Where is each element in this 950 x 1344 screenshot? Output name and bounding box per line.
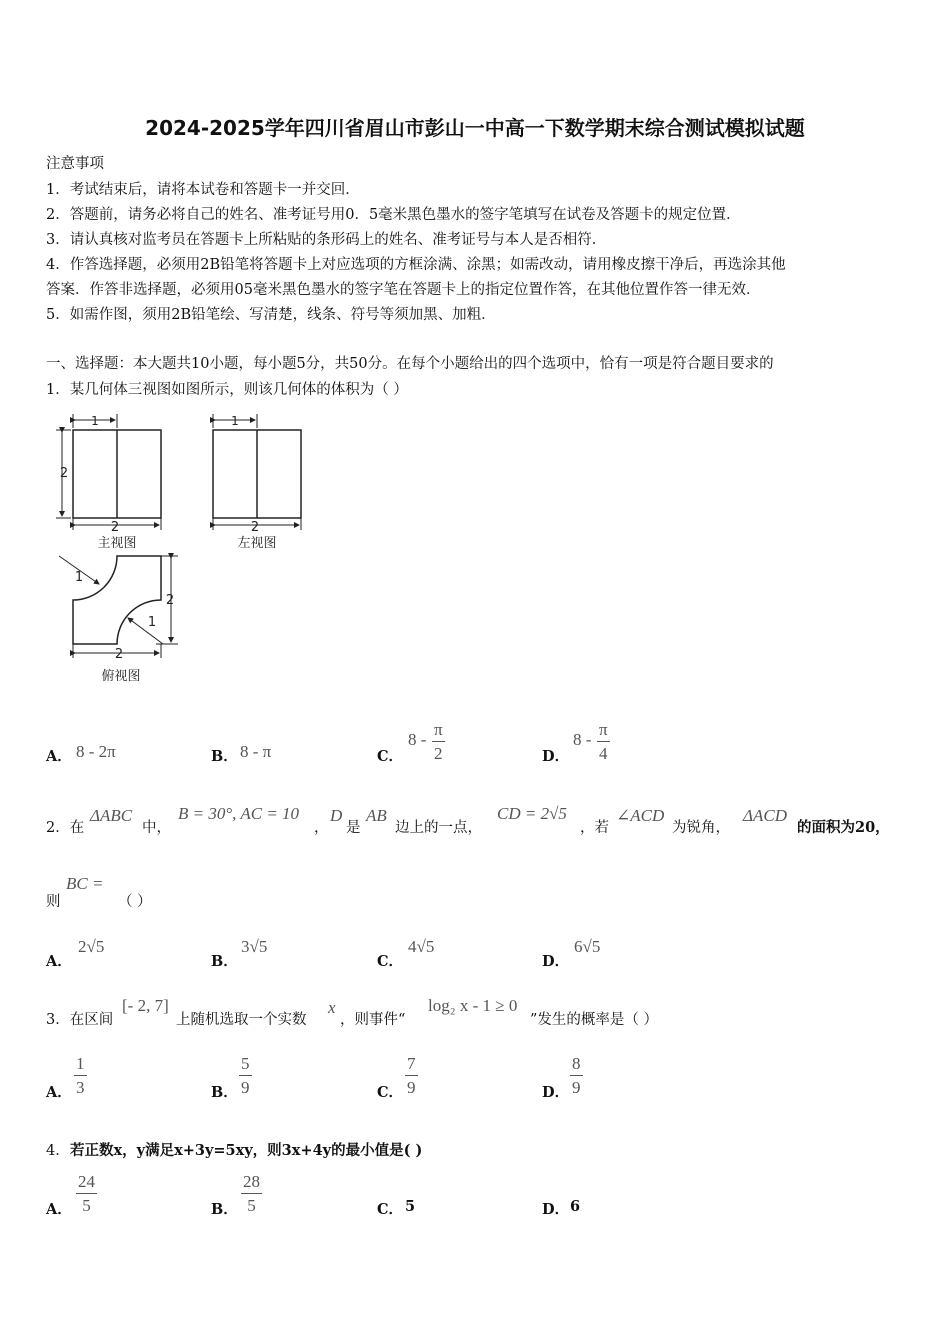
q4-stem: 若正数x，y满足x+3y=5xy，则3x+4y的最小值是( ) — [70, 1142, 423, 1159]
three-view-figure — [46, 404, 346, 694]
front-view-label: 主视图 — [97, 536, 137, 551]
q1-option-c-letter: C． — [377, 748, 404, 765]
q2-triangle-acd: ΔACD — [743, 806, 787, 825]
q2-option-c-letter: C． — [377, 953, 404, 970]
q2-option-d-letter: D． — [542, 953, 570, 970]
q1-option-b-letter: B． — [211, 748, 238, 765]
top-view-label: 俯视图 — [101, 669, 141, 684]
q2-cd: CD = 2√5 — [497, 804, 567, 823]
q1-option-a-text: 8 - 2π — [76, 742, 116, 761]
q1-option-d-letter: D． — [542, 748, 570, 765]
q3-event: log₂ x - 1 ≥ 0 — [428, 996, 518, 1015]
q2-option-b-letter: B． — [211, 953, 238, 970]
q2-angle: ∠ACD — [616, 806, 665, 825]
q2-text: 中， — [142, 820, 171, 836]
q2-option-a-letter: A． — [46, 953, 72, 970]
q3-option-c-letter: C． — [377, 1084, 404, 1101]
top-dim-bottom: 2 — [114, 647, 124, 662]
q2-text: ，若 — [580, 820, 609, 836]
side-dim-top: 1 — [231, 414, 239, 428]
q2-triangle: ΔABC — [90, 806, 133, 825]
q3-text: 上随机选取一个实数 — [176, 1012, 307, 1028]
notice-item: 1．考试结束后，请将本试卷和答题卡一并交回． — [46, 182, 360, 198]
q1-stem: 1．某几何体三视图如图所示，则该几何体的体积为（ ） — [46, 382, 408, 398]
q3-variable: x — [328, 998, 336, 1017]
q4-option-b-fraction: 28 5 — [243, 1172, 260, 1215]
section-heading: 一、选择题：本大题共10小题，每小题5分，共50分。在每个小题给出的四个选项中，恰有一项是符合题目要求的 — [46, 356, 774, 372]
q2-paren: （ ） — [118, 894, 152, 910]
q3-num: 3．在区间 — [46, 1012, 114, 1028]
notice-heading: 注意事项 — [46, 156, 104, 172]
q1-option-b-text: 8 - π — [240, 742, 272, 761]
notice-item: 2．答题前，请务必将自己的姓名、准考证号用0．5毫米黑色墨水的签字笔填写在试卷及答题卡的规定位置． — [46, 207, 741, 223]
q3-option-c-fraction: 7 9 — [407, 1054, 416, 1097]
q4-option-c-text: 5 — [405, 1198, 416, 1215]
front-dim-left: 2 — [59, 466, 69, 481]
q2-option-c-text: 4√5 — [408, 937, 435, 956]
q2-text: 的面积为20， — [797, 819, 890, 836]
q3-interval: [- 2, 7] — [122, 996, 169, 1015]
notice-item: 4．作答选择题，必须用2B铅笔将答题卡上对应选项的方框涂满、涂黑；如需改动，请用橡皮擦干净后，再选涂其他 — [46, 257, 786, 273]
q4-num: 4． — [46, 1143, 70, 1159]
side-view-label: 左视图 — [237, 536, 277, 551]
q4-option-a-letter: A． — [46, 1201, 72, 1218]
front-dim-bottom: 2 — [110, 520, 120, 535]
q4-option-d-letter: D． — [542, 1201, 570, 1218]
q3-text: ，则事件“ — [340, 1012, 406, 1028]
q2-text: ， — [314, 820, 329, 836]
q1-option-a-letter: A． — [46, 748, 72, 765]
q2-point-d: D — [330, 806, 343, 825]
q4-option-a-fraction: 24 5 — [78, 1172, 95, 1215]
q1-option-c-prefix: 8 - — [408, 730, 427, 749]
q1-option-c-fraction: π 2 — [434, 720, 443, 763]
q2-option-a-text: 2√5 — [78, 937, 105, 956]
top-dim-radius-1: 1 — [74, 570, 84, 585]
q3-option-b-fraction: 5 9 — [241, 1054, 250, 1097]
notice-item: 5．如需作图，须用2B铅笔绘、写清楚，线条、符号等须加黑、加粗． — [46, 307, 496, 323]
notice-item: 答案．作答非选择题，必须用05毫米黑色墨水的签字笔在答题卡上的指定位置作答，在其他位置作答一律无效． — [46, 282, 761, 298]
q4-option-d-text: 6 — [570, 1198, 581, 1215]
front-view — [56, 414, 161, 530]
q2-condition: B = 30°, AC = 10 — [178, 804, 300, 823]
side-view — [213, 414, 301, 530]
q2-text: 是 — [346, 820, 361, 836]
q3-option-b-letter: B． — [211, 1084, 238, 1101]
q1-option-d-prefix: 8 - — [573, 730, 592, 749]
front-dim-top: 1 — [91, 414, 99, 428]
notice-item: 3．请认真核对监考员在答题卡上所粘贴的条形码上的姓名、准考证号与本人是否相符． — [46, 232, 607, 248]
q2-bc: BC = — [66, 874, 104, 893]
top-dim-radius-2: 1 — [147, 615, 157, 630]
q3-option-a-fraction: 1 3 — [76, 1054, 85, 1097]
q2-text: 边上的一点， — [395, 820, 482, 836]
top-dim-right: 2 — [165, 593, 175, 608]
q2-option-d-text: 6√5 — [574, 937, 601, 956]
side-dim-bottom: 2 — [250, 520, 260, 535]
q3-option-d-letter: D． — [542, 1084, 570, 1101]
q2-num: 2．在 — [46, 820, 85, 836]
q2-text: 为锐角， — [672, 820, 730, 836]
page-title: 2024-2025学年四川省眉山市彭山一中高一下数学期末综合测试模拟试题 — [145, 116, 805, 140]
q2-option-b-text: 3√5 — [241, 937, 268, 956]
q2-segment-ab: AB — [366, 806, 387, 825]
q3-option-d-fraction: 8 9 — [572, 1054, 581, 1097]
q3-option-a-letter: A． — [46, 1084, 72, 1101]
q2-text: 则 — [46, 894, 61, 910]
q3-text: ”发生的概率是（ ） — [530, 1012, 659, 1028]
q4-option-c-letter: C． — [377, 1201, 404, 1218]
q4-option-b-letter: B． — [211, 1201, 238, 1218]
q1-option-d-fraction: π 4 — [599, 720, 608, 763]
